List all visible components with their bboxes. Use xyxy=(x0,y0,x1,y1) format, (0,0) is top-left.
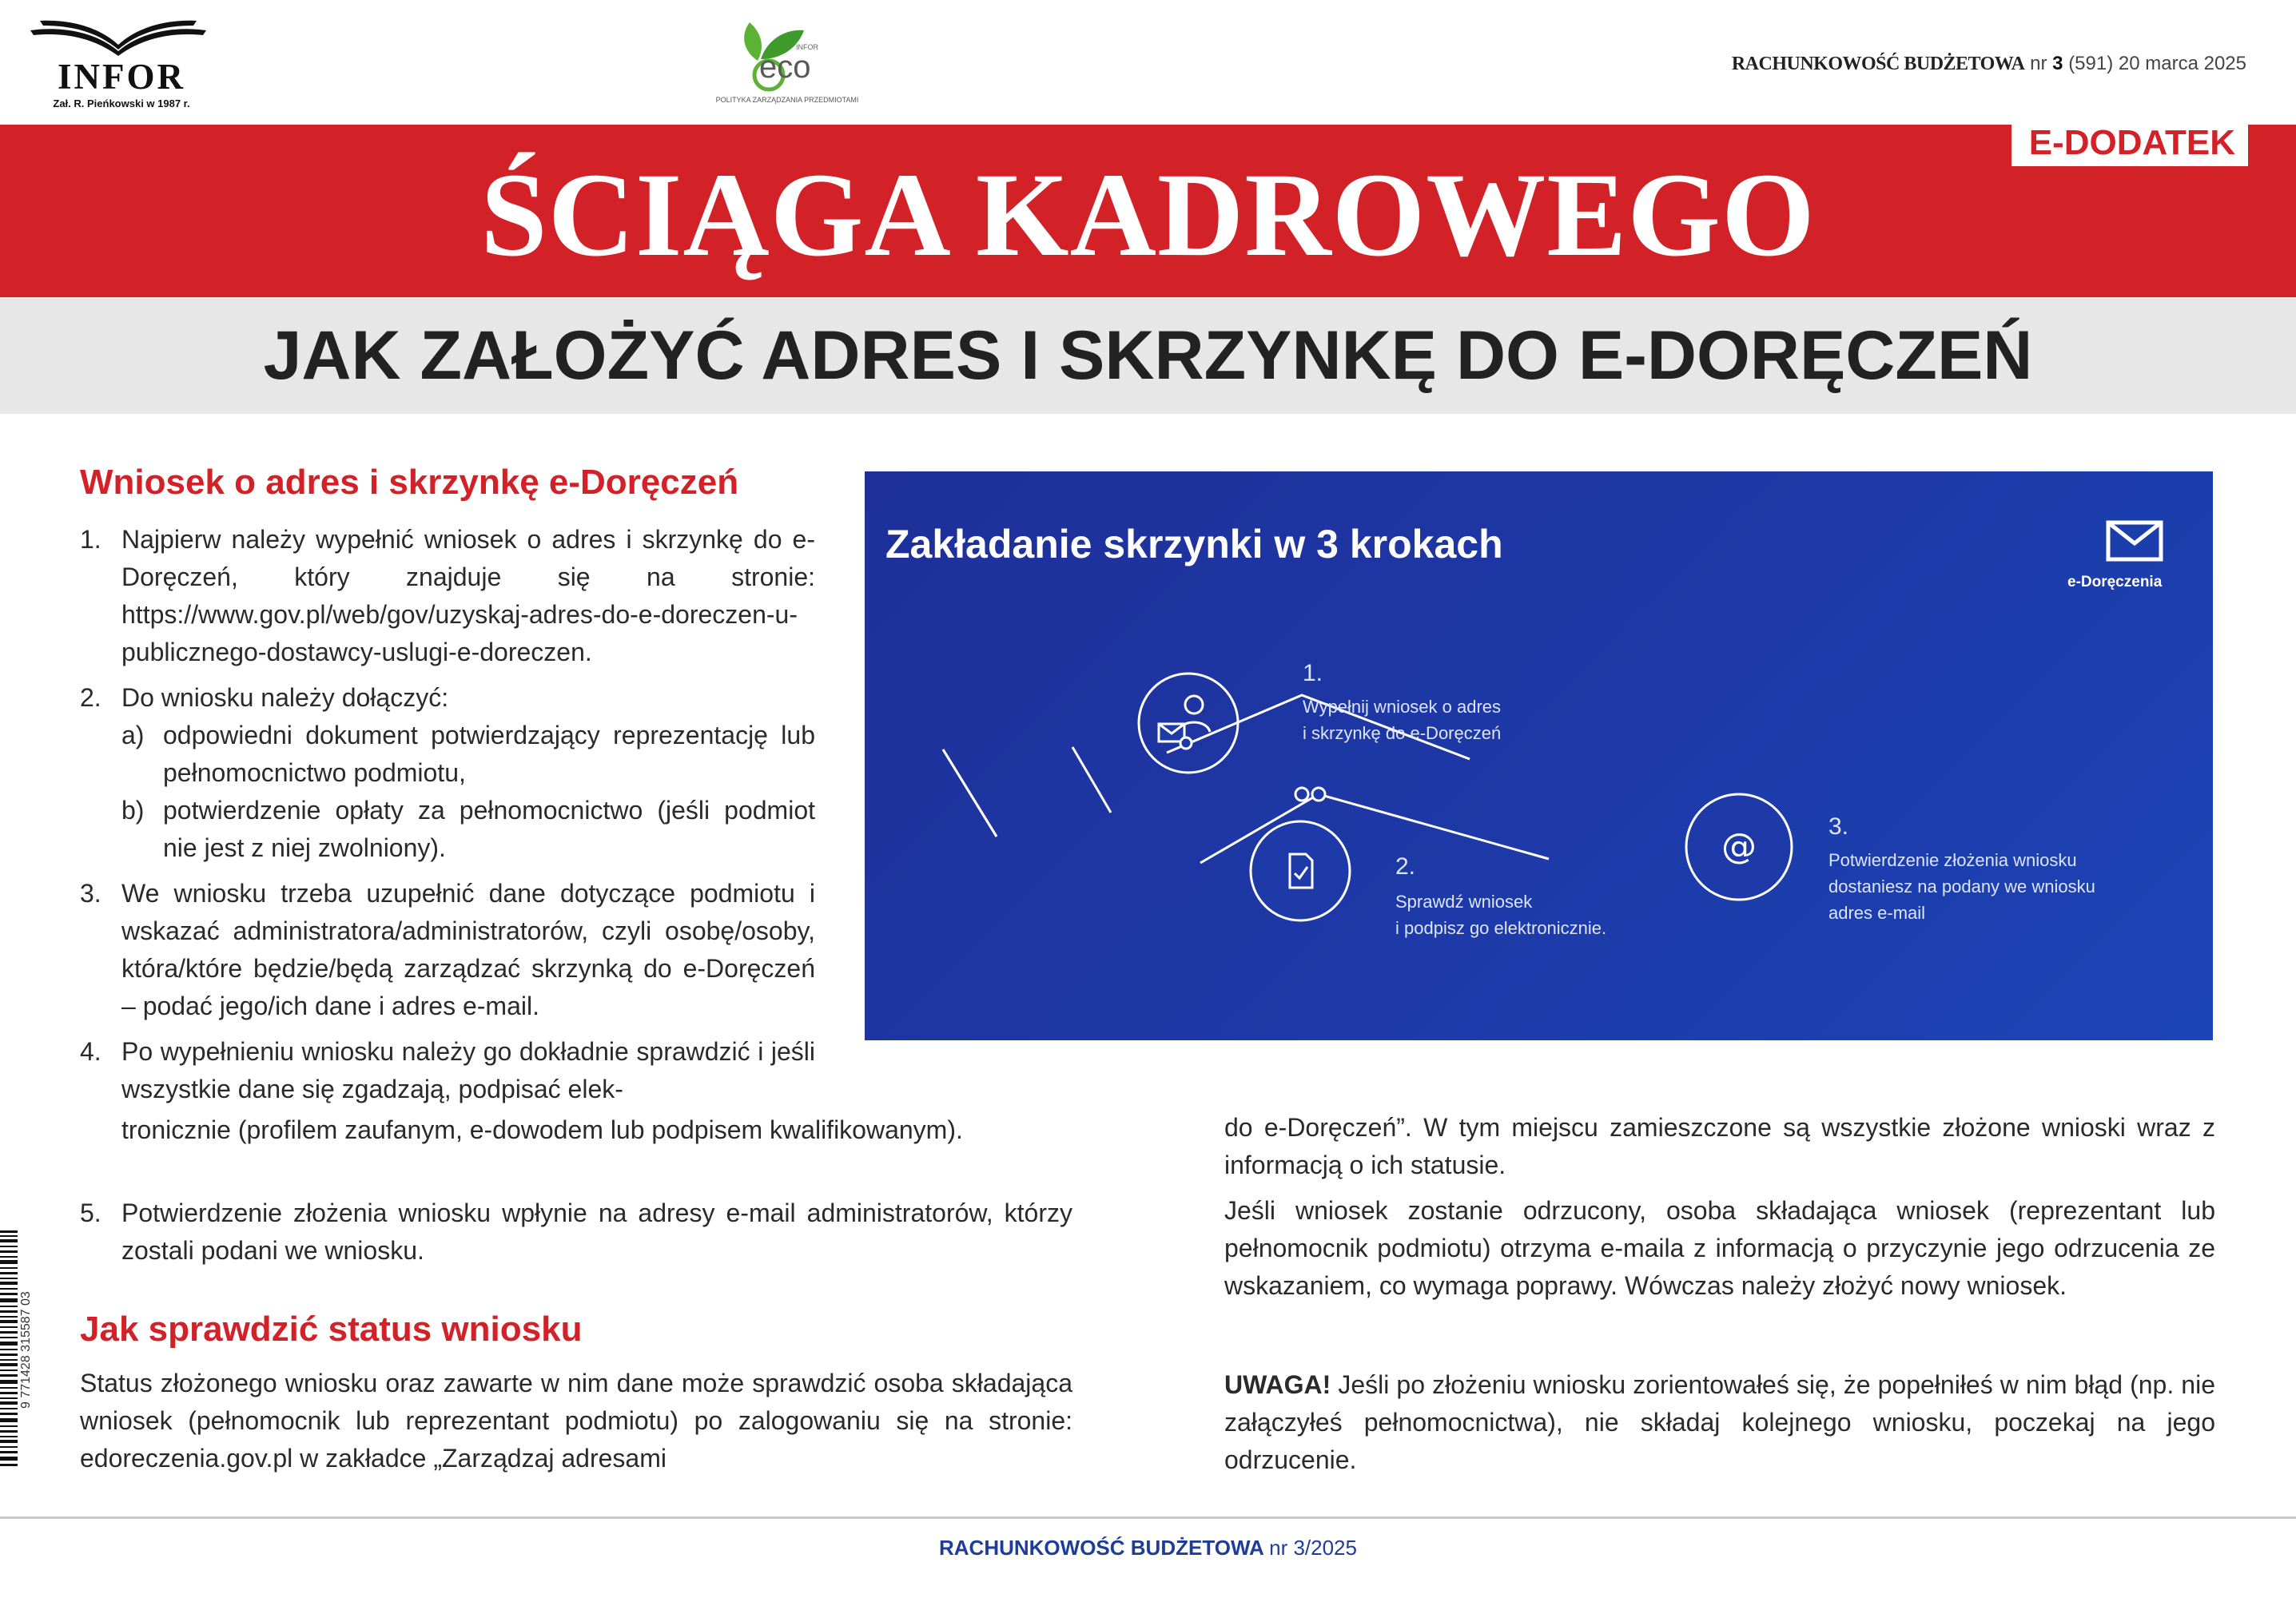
step-line: Sprawdź wniosek xyxy=(1395,892,1533,912)
infor-wordmark: INFOR xyxy=(58,57,185,97)
issue-number: 3 xyxy=(2052,53,2063,74)
infographic-step-number: 1. xyxy=(1303,660,1323,686)
magazine-name: RACHUNKOWOŚĆ BUDŻETOWA xyxy=(1731,54,2025,74)
step-text: Najpierw należy wypełnić wniosek o adres i skrzynkę do e-Doręczeń, który znajduje się na stronie: https://www.gov.pl/web/gov/uzyskaj-adres-do-e-doreczen-u-publicznego-dostawcy-uslugi-e-doreczen. xyxy=(121,525,815,666)
person-envelope-icon xyxy=(1136,671,1240,775)
substep-item xyxy=(121,717,815,792)
infographic-three-steps xyxy=(865,471,2213,1040)
e-doreczenia-brand: e-Doręczenia xyxy=(2067,574,2163,590)
warning-paragraph xyxy=(1224,1366,2215,1479)
step-item xyxy=(80,679,815,867)
infographic-step-text xyxy=(1303,694,1501,746)
infographic-step-text xyxy=(1395,888,1606,941)
issue-total: (591) xyxy=(2068,53,2114,74)
step-number: 4. xyxy=(80,1037,101,1066)
step-number: 3. xyxy=(80,879,101,908)
step-text: Potwierdzenie złożenia wniosku wpłynie na adresy e-mail administratorów, którzy zostali podani we wniosku. xyxy=(121,1198,1072,1265)
section-heading-request: Wniosek o adres i skrzynkę e-Doręczeń xyxy=(80,463,739,502)
footer-issue: nr 3/2025 xyxy=(1269,1536,1357,1560)
issue-prefix: nr xyxy=(2030,53,2047,74)
step-text: Do wniosku należy dołączyć: xyxy=(121,683,449,712)
document-check-icon xyxy=(1248,819,1352,923)
svg-text:@: @ xyxy=(1721,826,1757,867)
substep-text: odpowiedni dokument potwierdzający reprezentację lub pełnomocnictwo podmiotu, xyxy=(163,721,815,787)
step-4-continuation: tronicznie (profilem zaufanym, e-dowodem lub podpisem kwalifikowanym). xyxy=(121,1115,963,1144)
step-connectors xyxy=(865,471,2213,1040)
eco-wordmark: eco xyxy=(759,50,811,85)
at-sign-icon xyxy=(1683,791,1795,903)
section-heading-status: Jak sprawdzić status wniosku xyxy=(80,1310,583,1349)
step-number: 5. xyxy=(80,1198,101,1227)
substep-text: potwierdzenie opłaty za pełnomocnictwo (jeśli podmiot nie jest z niej zwolniony). xyxy=(163,796,815,862)
footer-divider xyxy=(0,1517,2296,1519)
status-paragraph-continued: do e-Doręczeń”. W tym miejscu zamieszczone są wszystkie złożone wnioski wraz z informacją o ich statusie. xyxy=(1224,1113,2215,1179)
eco-small-label: INFOR xyxy=(796,43,818,51)
substep-letter: b) xyxy=(121,796,145,825)
request-steps-list xyxy=(80,521,815,1116)
rejection-paragraph: Jeśli wniosek zostanie odrzucony, osoba składająca wniosek (reprezentant lub pełnomocnik podmiotu) otrzyma e-maila z informacją o przyczynie jego odrzucenia ze wskazaniem, co wymaga poprawy. Wówczas należy złożyć nowy wniosek. xyxy=(1224,1196,2215,1300)
step-line: i podpisz go elektronicznie. xyxy=(1395,918,1607,938)
step-text: We wniosku trzeba uzupełnić dane dotyczące podmiotu i wskazać administratora/administratorów, czyli osobę/osoby, która/które będzie/będą zarządzać skrzynką do e-Doręczeń – podać jego/ich dane i adres e-mail. xyxy=(121,879,815,1020)
envelope-icon xyxy=(2103,516,2166,567)
footer xyxy=(0,1536,2296,1560)
issue-date: 20 marca 2025 xyxy=(2118,53,2246,74)
step-text: Po wypełnieniu wniosku należy go dokładnie sprawdzić i jeśli wszystkie dane się zgadzają, podpisać elek- xyxy=(121,1037,815,1103)
step-line: adres e-mail xyxy=(1828,903,1926,923)
infor-logo xyxy=(26,18,211,107)
infographic-step-number: 3. xyxy=(1828,813,1849,840)
status-paragraph: Status złożonego wniosku oraz zawarte w nim dane może sprawdzić osoba składająca wniosek (pełnomocnik lub reprezentant podmiotu) po zalogowaniu się na stronie: edoreczenia.gov.pl w zakładce „Zarządzaj adresami xyxy=(80,1369,1072,1473)
step-number: 2. xyxy=(80,683,101,712)
footer-magazine: RACHUNKOWOŚĆ BUDŻETOWA xyxy=(939,1536,1263,1560)
warning-text: Jeśli po złożeniu wniosku zorientowałeś się, że popełniłeś w nim błąd (np. nie załączyłeś pełnomocnictwa), nie składaj kolejnego wniosku, poczekaj na jego odrzucenie. xyxy=(1224,1370,2215,1474)
infographic-title: Zakładanie skrzynki w 3 krokach xyxy=(885,522,1503,566)
infographic-step-text xyxy=(1828,847,2095,926)
step-item xyxy=(80,521,815,671)
substep-letter: a) xyxy=(121,721,145,749)
step-line: dostaniesz na podany we wniosku xyxy=(1828,877,2095,896)
step-line: Wypełnij wniosek o adres xyxy=(1303,697,1502,717)
step-item xyxy=(80,875,815,1025)
infor-founded: Zał. R. Pieńkowski w 1987 r. xyxy=(53,97,190,109)
step-item xyxy=(80,1195,1072,1270)
e-dodatek-badge: E-DODATEK xyxy=(2011,120,2248,166)
barcode-number: 9 771428 315587 03 xyxy=(19,1291,33,1409)
page-subtitle: JAK ZAŁOŻYĆ ADRES I SKRZYNKĘ DO E-DORĘCZEŃ xyxy=(263,317,2033,394)
eco-logo xyxy=(711,11,863,115)
step-number: 1. xyxy=(80,525,101,554)
step-line: Potwierdzenie złożenia wniosku xyxy=(1828,850,2077,870)
eco-subtitle: POLITYKA ZARZĄDZANIA PRZEDMIOTAMI xyxy=(715,96,859,104)
issue-info xyxy=(1732,53,2246,75)
warning-label: UWAGA! xyxy=(1224,1370,1331,1399)
step-item xyxy=(80,1033,815,1108)
step-line: i skrzynkę do e-Doręczeń xyxy=(1303,723,1502,743)
page-title: ŚCIĄGA KADROWEGO xyxy=(480,149,1816,281)
substep-item xyxy=(121,792,815,867)
infographic-step-number: 2. xyxy=(1395,853,1416,880)
